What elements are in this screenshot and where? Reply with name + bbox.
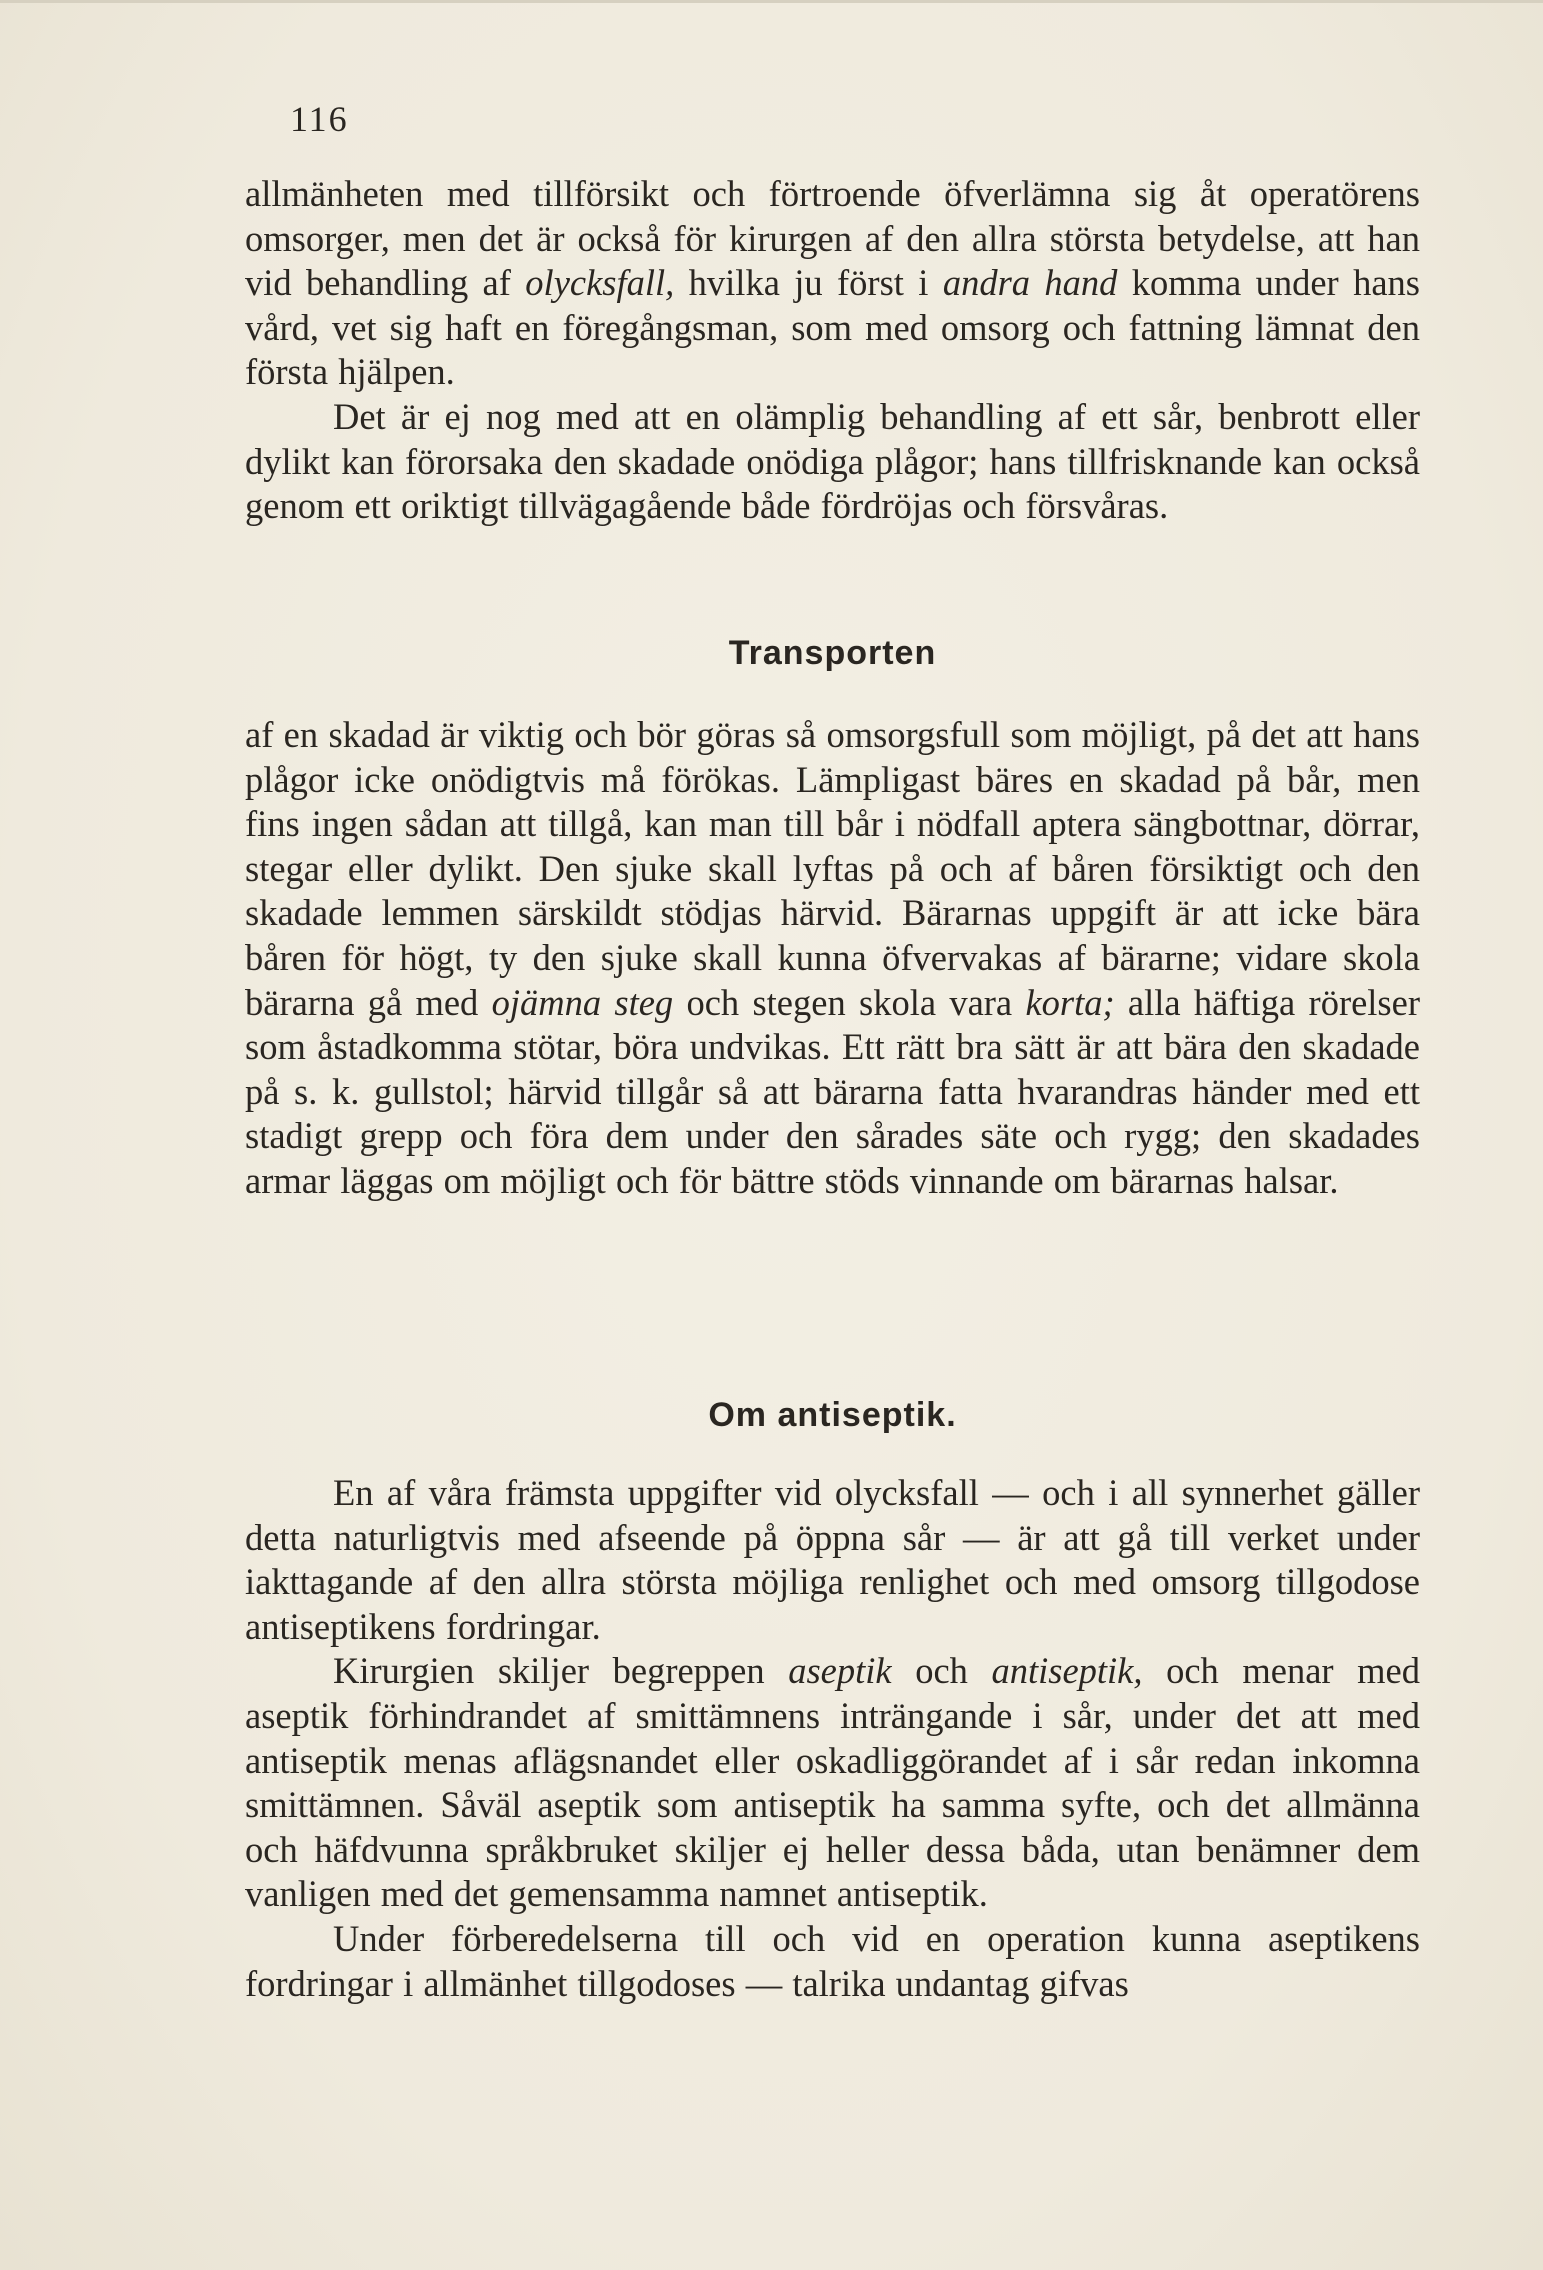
- top-edge-rule: [0, 0, 1543, 3]
- antiseptik-paragraph-1: En af våra främsta uppgifter vid olycksfall — och i all synnerhet gäller detta naturligtvis med afseende på öppna sår — är att gå till verket under iakttagande af den allra största möjliga renlighet och med omsorg tillgodose antiseptikens fordringar.: [245, 1472, 1420, 1647]
- transport-text-a: af en skadad är viktig och bör göras så omsorgsfull som möjligt, på det att hans plågor icke onödigtvis må förökas. Lämpligast bäres en skadad på bår, men fins ingen sådan att tillgå, kan man till bår i nödfall aptera sängbottnar, dörrar, stegar eller dylikt. Den sjuke skall lyftas på och af båren försiktigt och den skadade lemmen särskildt stödjas härvid. Bärarnas uppgift är att icke bära båren för högt, ty den sjuke skall kunna öfvervakas af bärarne; vidare skola bärarna gå med: [245, 714, 1420, 1023]
- intro-p1-text-b: hvilka ju först i: [674, 262, 943, 304]
- intro-p1-text-c: komma under hans vård, vet sig haft en föregångsman, som med omsorg och fattning lämnat den första hjälpen.: [245, 262, 1420, 393]
- antiseptik-p2-text-b: och: [891, 1650, 992, 1692]
- intro-paragraph-2: Det är ej nog med att en olämplig behandling af ett sår, benbrott eller dylikt kan förorsaka den skadade onödiga plågor; hans tillfrisknande kan också genom ett oriktigt tillvägagående både fördröjas och försvåras.: [245, 395, 1420, 527]
- antiseptik-p2-text-a: Kirurgien skiljer begreppen: [333, 1650, 789, 1692]
- intro-section: [245, 172, 1420, 529]
- antiseptik-p2-emphasis-antiseptik: antiseptik,: [991, 1650, 1143, 1692]
- antiseptik-section: [245, 1471, 1420, 2006]
- intro-p1-emphasis-andra-hand: andra hand: [942, 262, 1118, 304]
- antiseptik-paragraph-3: Under förberedelserna till och vid en operation kunna aseptikens fordringar i allmänhet tillgodoses — talrika undantag gifvas: [245, 1917, 1420, 2004]
- transport-emphasis-ojamna-steg: ojämna steg: [491, 981, 674, 1023]
- heading-transporten: Transporten: [728, 634, 937, 672]
- antiseptik-p2-text-c: och menar med aseptik förhindrandet af smittämnens inträngande i sår, under det att med antiseptik menas aflägsnandet eller oskadliggörandet af i sår redan inkomna smittämnen. Såväl aseptik som antiseptik ha samma syfte, och det allmänna och häfdvunna språkbruket skiljer ej heller dessa båda, utan benämner dem vanligen med det gemensamma namnet antiseptik.: [245, 1650, 1420, 1915]
- antiseptik-paragraph-2: [245, 1649, 1420, 1917]
- heading-om-antiseptik: Om antiseptik.: [708, 1396, 957, 1434]
- transport-emphasis-korta: korta;: [1025, 981, 1115, 1023]
- transport-section: [245, 713, 1420, 1204]
- transport-paragraph: [245, 713, 1420, 1204]
- transport-text-c: alla häftiga rörelser som åstadkomma stötar, böra undvikas. Ett rätt bra sätt är att bära den skadade på s. k. gullstol; härvid tillgår så att bärarna fatta hvarandras händer med ett stadigt grepp och föra dem under den sårades säte och rygg; den skadades armar läggas om möjligt och för bättre stöds vinnande om bärarnas halsar.: [245, 981, 1420, 1201]
- antiseptik-p2-emphasis-aseptik: aseptik: [788, 1650, 892, 1692]
- page-number: 116: [290, 99, 349, 139]
- intro-paragraph-1: [245, 172, 1420, 395]
- transport-text-b: och stegen skola vara: [673, 981, 1026, 1023]
- intro-p1-text-a: allmänheten med tillförsikt och förtroende öfverlämna sig åt operatörens omsorger, men det är också för kirurgen af den allra största betydelse, att han vid behandling af: [245, 173, 1420, 304]
- intro-p1-emphasis-olycksfall: olycksfall,: [525, 262, 675, 304]
